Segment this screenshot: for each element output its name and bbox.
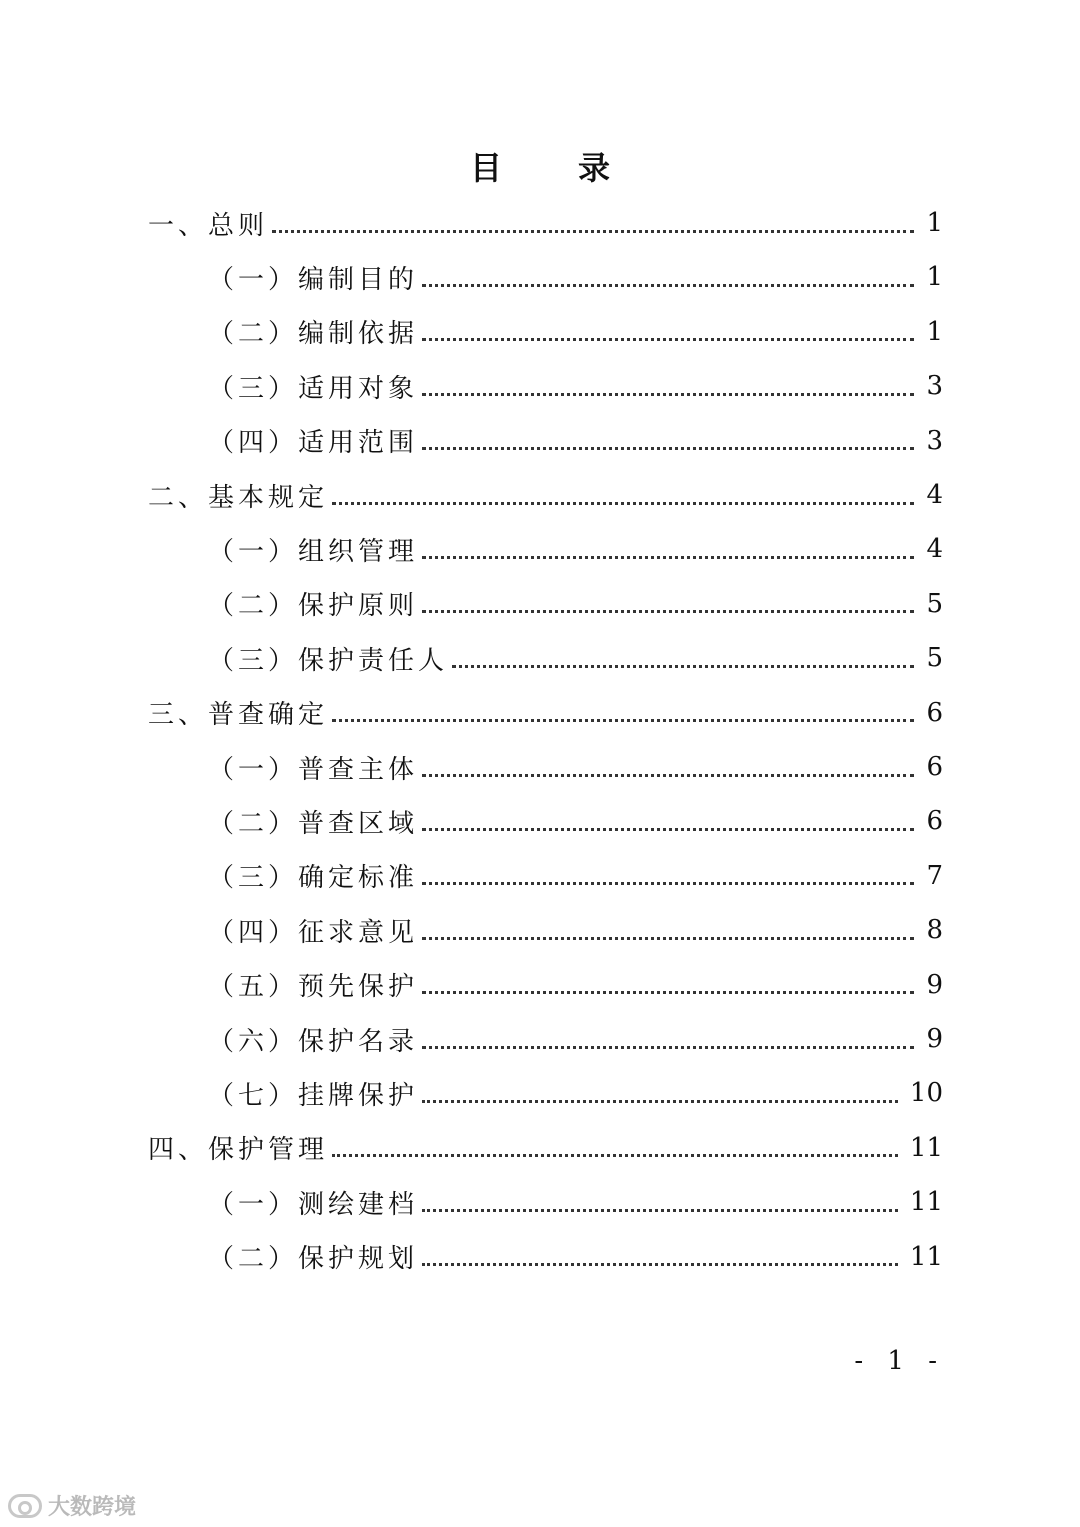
toc-chapter-entry[interactable] [148,686,943,740]
toc-leader-dots [422,1209,898,1212]
toc-section-entry[interactable] [208,794,943,848]
toc-entry-page-number: 8 [926,915,943,946]
toc-entry-label: （一）普查主体 [208,754,419,785]
toc-entry-page-number: 9 [926,969,943,1000]
toc-entry-page-number: 6 [926,806,943,837]
watermark [8,1490,136,1521]
toc-section-entry[interactable] [208,849,943,903]
toc-entry-page-number: 6 [926,697,943,728]
toc-entry-label: 四、保护管理 [148,1135,329,1166]
toc-entry-label: （二）编制依据 [208,319,419,350]
toc-entry-page-number: 4 [926,480,943,510]
toc-leader-dots [422,393,914,396]
toc-entry-label: （四）征求意见 [208,917,419,948]
toc-entry-label: （三）适用对象 [208,373,419,404]
toc-entry-label: 三、普查确定 [148,700,329,731]
toc-leader-dots [332,1154,898,1157]
toc-leader-dots [422,556,914,559]
toc-entry-label: （七）挂牌保护 [208,1080,419,1111]
toc-section-entry[interactable] [208,250,943,304]
toc-section-entry[interactable] [208,414,943,468]
toc-leader-dots [422,1263,898,1266]
toc-entry-page-number: 1 [926,262,943,293]
toc-entry-label: 一、总则 [148,210,269,241]
toc-section-entry[interactable] [208,359,943,413]
toc-entry-page-number: 1 [926,316,943,347]
logo-icon [8,1494,42,1518]
toc-section-entry[interactable] [208,903,943,957]
toc-entry-label: （一）编制目的 [208,264,419,295]
toc-section-entry[interactable] [208,1066,943,1120]
toc-section-entry[interactable] [208,1012,943,1066]
toc-entry-page-number: 3 [926,425,943,456]
toc-leader-dots [422,937,914,940]
toc-entry-label: 二、基本规定 [148,482,329,513]
toc-leader-dots [422,828,914,831]
toc-chapter-entry[interactable] [148,468,943,522]
toc-entry-page-number: 7 [926,860,943,891]
toc-leader-dots [422,774,914,777]
toc-leader-dots [332,502,914,505]
page-number: - 1 - [854,1346,945,1376]
toc-chapter-entry[interactable] [148,196,943,250]
toc-entry-page-number: 5 [926,588,943,619]
toc-entry-label: （一）组织管理 [208,536,419,567]
toc-leader-dots [452,665,914,668]
toc-leader-dots [422,447,914,450]
toc-leader-dots [422,1046,914,1049]
toc-entry-page-number: 10 [909,1078,943,1109]
toc-leader-dots [422,1100,898,1103]
toc-section-entry[interactable] [208,1230,943,1284]
toc-entry-label: （二）保护规划 [208,1244,419,1275]
toc-entry-label: （五）预先保护 [208,972,419,1003]
toc-leader-dots [422,610,914,613]
toc-section-entry[interactable] [208,577,943,631]
toc-entry-page-number: 3 [926,371,943,402]
toc-entry-page-number: 9 [926,1024,943,1054]
watermark-text: 大数跨境 [48,1495,137,1520]
toc-entry-page-number: 11 [909,1132,943,1163]
toc-leader-dots [422,338,914,341]
toc-leader-dots [272,230,914,233]
toc-leader-dots [332,719,914,722]
toc-entry-page-number: 5 [926,643,943,674]
toc-entry-label: （四）适用范围 [208,428,419,459]
toc-leader-dots [422,284,914,287]
toc-entry-label: （一）测绘建档 [208,1189,419,1220]
toc-entry-page-number: 1 [926,208,943,238]
toc-section-entry[interactable] [208,740,943,794]
toc-leader-dots [422,991,914,994]
toc-section-entry[interactable] [208,1175,943,1229]
page-title: 目 录 [469,149,632,187]
toc-entry-label: （二）普查区域 [208,808,419,839]
toc-section-entry[interactable] [208,522,943,576]
toc-entry-label: （二）保护原则 [208,591,419,622]
toc-entry-label: （三）保护责任人 [208,645,449,676]
toc-leader-dots [422,882,914,885]
toc-entry-label: （三）确定标准 [208,863,419,894]
toc-section-entry[interactable] [208,958,943,1012]
toc-section-entry[interactable] [208,305,943,359]
toc-entry-label: （六）保护名录 [208,1026,419,1057]
toc-entry-page-number: 4 [926,534,943,565]
toc-entry-page-number: 11 [909,1241,943,1272]
toc-chapter-entry[interactable] [148,1121,943,1175]
toc-entry-page-number: 11 [909,1187,943,1218]
toc-section-entry[interactable] [208,631,943,685]
toc-entry-page-number: 6 [926,752,943,782]
